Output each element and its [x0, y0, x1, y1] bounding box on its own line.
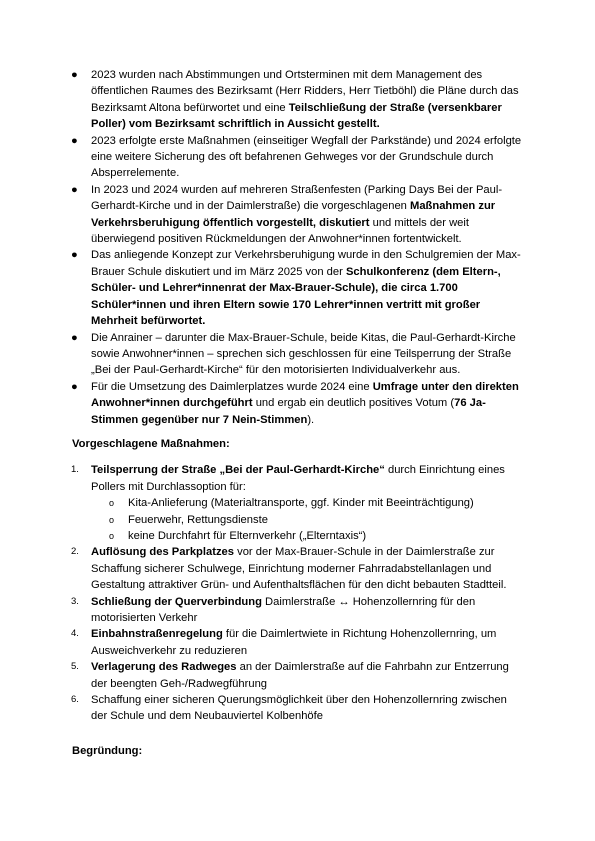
measure-item	[72, 544, 524, 593]
document-page	[72, 67, 524, 759]
circle-bullet-icon: o	[109, 530, 115, 541]
measure-number: 2.	[71, 546, 79, 558]
text-run: Das anliegende Konzept zur Verkehrsberuhigung wurde in den Schulgremien der Max-Brauer Schule diskutiert und im März 2025 von der	[91, 249, 521, 278]
text-run: In 2023 und 2024 wurden auf mehreren Straßenfesten (Parking Days Bei der Paul-Gerhardt-Kirche und in der Daimlerstraße) die vorgeschlagenen	[91, 183, 503, 213]
circle-bullet-icon: o	[109, 514, 115, 525]
text-run-bold: 76 Ja-Stimmen gegenüber nur 7 Nein-Stimmen	[91, 397, 486, 426]
bullet-dot-icon: ●	[71, 331, 78, 344]
sub-item-text: keine Durchfahrt für Elternverkehr („Elterntaxis“)	[128, 529, 367, 542]
sub-item	[72, 528, 524, 544]
text-run: und mittels der weit überwiegend positiven Rückmeldungen der Anwohner*innen fortentwickelt.	[91, 216, 469, 246]
text-run-bold: Auflösung des Parkplatzes	[91, 546, 234, 559]
measure-item	[72, 594, 524, 627]
text-run: für die Daimlertwiete in Richtung Hohenzollernring, um Ausweichverkehr zu reduzieren	[91, 628, 497, 657]
text-run-bold: Umfrage unter den direkten Anwohner*innen durchgeführt	[91, 380, 519, 410]
text-run-bold: Maßnahmen zur Verkehrsberuhigung öffentlich vorgestellt, diskutiert	[91, 200, 496, 229]
text-run-bold: Einbahnstraßenregelung	[91, 628, 223, 641]
text-run-bold: Verlagerung des Radweges	[91, 661, 237, 674]
text-run: vor der Max-Brauer-Schule in der Daimlerstraße zur Schaffung sicherer Schulwege, Einrichtung moderner Fahrradabstellanlagen und Gestaltung attraktiver Grün- und Aufenthaltsflächen für den dicht bebauten Stadtteil.	[91, 546, 507, 592]
measure-number: 6.	[71, 694, 79, 706]
status-bullet-list	[72, 67, 524, 428]
text-run: und ergab ein deutlich positives Votum (	[252, 397, 455, 410]
sub-item	[72, 512, 524, 528]
text-run: 2023 erfolgte erste Maßnahmen (einseitiger Wegfall der Parkstände) und 2024 erfolgte eine weitere Sicherung des oft befahrenen Gehweges vor der Grundschule durch Absperrelemente.	[91, 134, 522, 180]
bullet-item	[72, 330, 524, 379]
sub-item-text: Feuerwehr, Rettungsdienste	[128, 513, 268, 526]
measure-number: 3.	[71, 595, 79, 607]
sub-item	[72, 495, 524, 511]
text-run-bold: Teilschließung der Straße (versenkbarer Poller) vom Bezirksamt schriftlich in Aussicht gestellt.	[91, 101, 502, 131]
text-run: durch Einrichtung eines Pollers mit Durchlassoption für:	[91, 464, 505, 493]
bullet-item	[72, 182, 524, 248]
text-run-bold: Schließung der Querverbindung	[91, 595, 262, 608]
bullet-dot-icon: ●	[71, 69, 78, 81]
measures-heading: Vorgeschlagene Maßnahmen:	[72, 437, 230, 450]
bullet-dot-icon: ●	[71, 249, 78, 262]
measure-item	[72, 692, 524, 725]
bullet-item	[72, 379, 524, 428]
text-run: Daimlerstraße ↔ Hohenzollernring für den motorisierten Verkehr	[91, 595, 476, 624]
measure-item	[72, 462, 524, 495]
text-run: Für die Umsetzung des Daimlerplatzes wurde 2024 eine	[91, 380, 373, 393]
bullet-dot-icon: ●	[71, 380, 78, 393]
measure-item	[72, 659, 524, 692]
measure-item	[72, 626, 524, 659]
text-run: ).	[307, 413, 315, 426]
text-run: 2023 wurden nach Abstimmungen und Ortsterminen mit dem Management des öffentlichen Raumes des Bezirksamt (Herr Ridders, Herr Tietböhl) die Pläne durch das Bezirksamt Altona befürwortet und eine	[91, 69, 519, 114]
bullet-dot-icon: ●	[71, 183, 78, 196]
bullet-item	[72, 67, 524, 133]
circle-bullet-icon: o	[109, 498, 115, 509]
text-run: Schaffung einer sicheren Querungsmöglichkeit über den Hohenzollernring zwischen der Schule und dem Neubauviertel Kolbenhöfe	[91, 694, 507, 723]
measure-number: 1.	[71, 464, 79, 476]
text-run: an der Daimlerstraße auf die Fahrbahn zur Entzerrung der beengten Geh-/Radwegführung	[91, 661, 509, 690]
bullet-item	[72, 247, 524, 329]
text-run-bold: Schulkonferenz (dem Eltern-, Schüler- und Lehrer*innenrat der Max-Brauer-Schule), die circa 1.700 Schüler*innen und ihren Eltern sowie 170 Lehrer*innen vertritt mit großer Mehrheit befürwortet.	[91, 265, 501, 328]
reason-heading: Begründung:	[72, 744, 143, 757]
sub-item-text: Kita-Anlieferung (Materialtransporte, ggf. Kinder mit Beeinträchtigung)	[128, 497, 474, 510]
bullet-dot-icon: ●	[71, 134, 78, 147]
measure-number: 5.	[71, 661, 79, 673]
measure-number: 4.	[71, 628, 79, 640]
text-run: Die Anrainer – darunter die Max-Brauer-Schule, beide Kitas, die Paul-Gerhardt-Kirche sowie Anwohner*innen – sprechen sich geschlossen für eine Teilsperrung der Straße „Bei der Paul-Gerhardt-Kirche“ für den motorisierten Individualverkehr aus.	[91, 331, 516, 377]
bullet-item	[72, 133, 524, 182]
measures-list	[72, 462, 524, 725]
text-run-bold: Teilsperrung der Straße „Bei der Paul-Gerhardt-Kirche“	[91, 464, 385, 477]
